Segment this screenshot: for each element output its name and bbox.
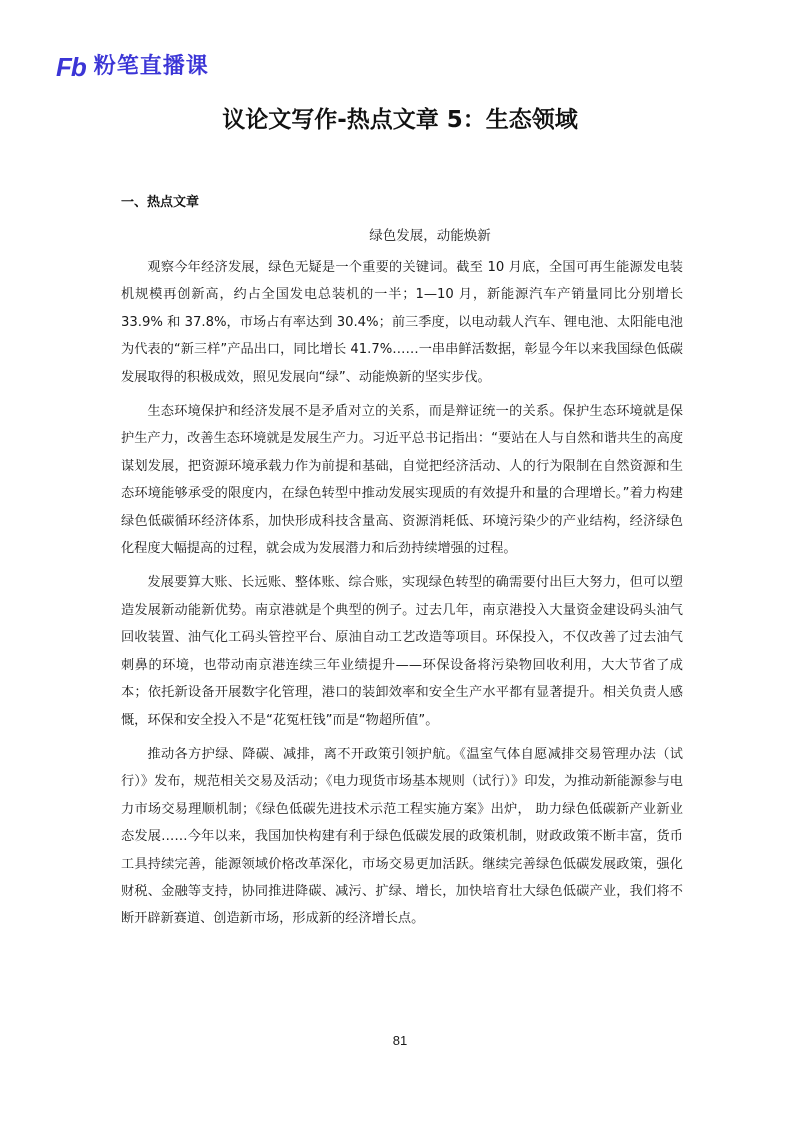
section-heading: 一、热点文章 [121,195,200,210]
article-body [121,254,683,940]
paragraph: 发展要算大账、长远账、整体账、综合账，实现绿色转型的确需要付出巨大努力，但可以塑造发展新动能新优势。南京港就是个典型的例子。过去几年，南京港投入大量资金建设码头油气回收装置、油气化工码头管控平台、原油自动工艺改造等项目。环保投入，不仅改善了过去油气刺鼻的环境，也带动南京港连续三年业绩提升——环保设备将污染物回收利用，大大节省了成本；依托新设备开展数字化管理，港口的装卸效率和安全生产水平都有显著提升。相关负责人感慨，环保和安全投入不是“花冤枉钱”而是“物超所值”。 [121,575,683,728]
document-title: 议论文写作-热点文章 5：生态领域 [222,107,578,133]
paragraph: 观察今年经济发展，绿色无疑是一个重要的关键词。截至 10 月底，全国可再生能源发电装机规模再创新高，约占全国发电总装机的一半；1—10 月，新能源汽车产销量同比分别增长 33.9% 和 37.8%，市场占有率达到 30.4%；前三季度，以电动载人汽车、锂电池、太阳能电池为代表的“新三样”产品出口，同比增长 41.7%……一串串鲜活数据，彰显今年以来我国绿色低碳发展取得的积极成效，照见发展向“绿”、动能焕新的坚实步伐。 [121,260,683,385]
paragraph: 生态环境保护和经济发展不是矛盾对立的关系，而是辩证统一的关系。保护生态环境就是保护生产力，改善生态环境就是发展生产力。习近平总书记指出：“要站在人与自然和谐共生的高度谋划发展，把资源环境承载力作为前提和基础，自觉把经济活动、人的行为限制在自然资源和生态环境能够承受的限度内，在绿色转型中推动发展实现质的有效提升和量的合理增长。”着力构建绿色低碳循环经济体系，加快形成科技含量高、资源消耗低、环境污染少的产业结构，经济绿色化程度大幅提高的过程，就会成为发展潜力和后劲持续增强的过程。 [121,404,683,557]
brand-logo [56,52,209,82]
page-number: 81 [392,1033,408,1048]
article-title: 绿色发展，动能焕新 [369,228,491,244]
brand-name: 粉笔直播课 [93,54,209,79]
paragraph: 推动各方护绿、降碳、减排，离不开政策引领护航。《温室气体自愿减排交易管理办法（试行）》发布，规范相关交易及活动；《电力现货市场基本规则（试行）》印发，为推动新能源参与电力市场交易理顺机制；《绿色低碳先进技术示范工程实施方案》出炉， 助力绿色低碳新产业新业态发展……今年以来，我国加快构建有利于绿色低碳发展的政策机制，财政政策不断丰富，货币工具持续完善，能源领域价格改革深化，市场交易更加活跃。继续完善绿色低碳发展政策，强化财税、金融等支持，协同推进降碳、减污、扩绿、增长，加快培育壮大绿色低碳产业，我们将不断开辟新赛道、创造新市场，形成新的经济增长点。 [121,746,683,927]
brand-mark: Fb [56,52,86,82]
